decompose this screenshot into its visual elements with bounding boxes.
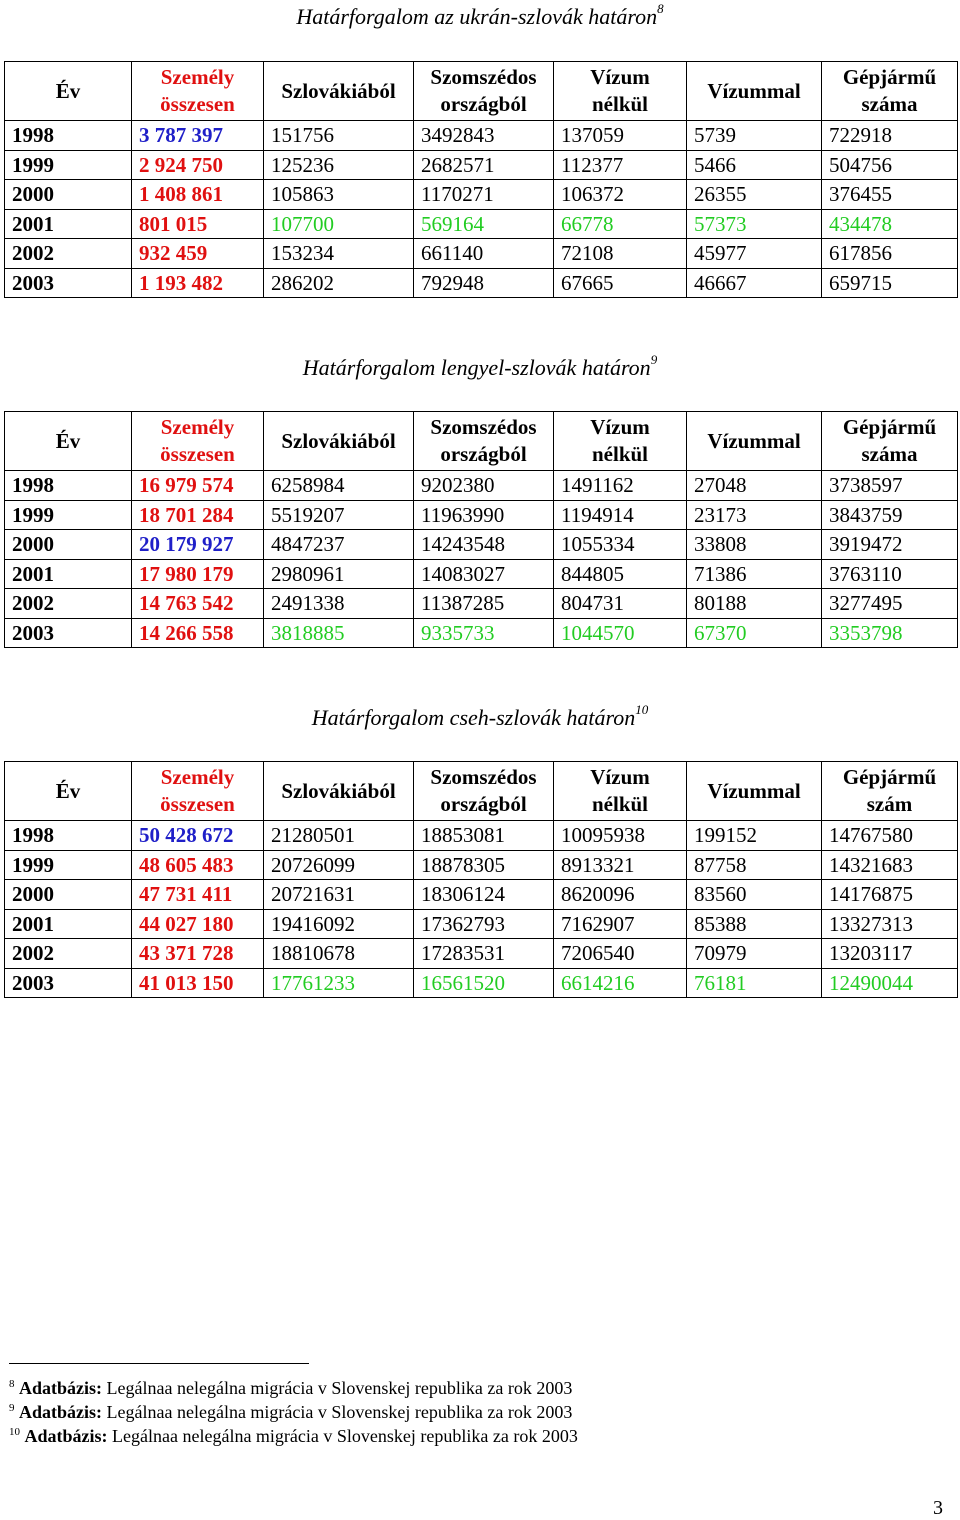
cell-with-visa: 5739 — [687, 121, 822, 151]
cell-from-neighbour: 14083027 — [414, 559, 554, 589]
cell-from-slovakia: 20726099 — [264, 850, 414, 880]
cell-without-visa: 1491162 — [554, 471, 687, 501]
cell-from-neighbour: 14243548 — [414, 530, 554, 560]
cell-from-slovakia: 21280501 — [264, 821, 414, 851]
cell-without-visa: 72108 — [554, 239, 687, 269]
cell-total-persons: 14 266 558 — [132, 618, 264, 648]
footnote-8: $^8$ Adatbázis: Legálnaa nelegálna migrácia v Slovenskej republika za rok 2003 — [9, 1378, 573, 1398]
cell-year: 1998 — [5, 121, 132, 151]
table-row — [5, 589, 958, 619]
cell-vehicles: 3919472 — [822, 530, 958, 560]
cell-vehicles: 3843759 — [822, 500, 958, 530]
cell-from-slovakia: 18810678 — [264, 939, 414, 969]
table-row — [5, 500, 958, 530]
cell-from-slovakia: 153234 — [264, 239, 414, 269]
cell-without-visa: 10095938 — [554, 821, 687, 851]
cell-from-slovakia: 19416092 — [264, 909, 414, 939]
table-row — [5, 239, 958, 269]
table-title-czech-slovak: Határforgalom cseh-szlovák határon$^{10}$ — [311, 702, 649, 730]
header-row — [5, 62, 958, 121]
cell-vehicles: 3763110 — [822, 559, 958, 589]
table-polish-slovak — [4, 411, 958, 648]
cell-year: 1998 — [5, 821, 132, 851]
cell-vehicles: 617856 — [822, 239, 958, 269]
cell-from-slovakia: 4847237 — [264, 530, 414, 560]
cell-with-visa: 33808 — [687, 530, 822, 560]
header-from-neighbour: Szomszédos országból — [414, 762, 554, 821]
cell-with-visa: 26355 — [687, 180, 822, 210]
cell-year: 1999 — [5, 850, 132, 880]
cell-year: 2003 — [5, 968, 132, 998]
cell-year: 2000 — [5, 880, 132, 910]
footnote-9: $^9$ Adatbázis: Legálnaa nelegálna migrácia v Slovenskej republika za rok 2003 — [9, 1402, 573, 1422]
header-vehicles: Gépjármű száma — [822, 412, 958, 471]
footnote-ref: 9 — [650, 352, 658, 367]
cell-vehicles: 504756 — [822, 150, 958, 180]
cell-year: 2003 — [5, 268, 132, 298]
table-ukrainian-slovak — [4, 61, 958, 298]
cell-with-visa: 45977 — [687, 239, 822, 269]
cell-total-persons: 2 924 750 — [132, 150, 264, 180]
cell-from-neighbour: 18878305 — [414, 850, 554, 880]
cell-without-visa: 106372 — [554, 180, 687, 210]
cell-with-visa: 87758 — [687, 850, 822, 880]
header-from-slovakia: Szlovákiából — [264, 412, 414, 471]
header-without-visa: Vízum nélkül — [554, 412, 687, 471]
cell-with-visa: 76181 — [687, 968, 822, 998]
cell-from-neighbour: 17283531 — [414, 939, 554, 969]
cell-vehicles: 14321683 — [822, 850, 958, 880]
table-row — [5, 968, 958, 998]
cell-from-slovakia: 107700 — [264, 209, 414, 239]
cell-total-persons: 43 371 728 — [132, 939, 264, 969]
cell-with-visa: 27048 — [687, 471, 822, 501]
table-row — [5, 559, 958, 589]
cell-from-neighbour: 9335733 — [414, 618, 554, 648]
table-row — [5, 880, 958, 910]
header-vehicles: Gépjármű száma — [822, 62, 958, 121]
cell-year: 2002 — [5, 239, 132, 269]
cell-total-persons: 17 980 179 — [132, 559, 264, 589]
header-from-neighbour: Szomszédos országból — [414, 412, 554, 471]
cell-from-neighbour: 17362793 — [414, 909, 554, 939]
header-from-slovakia: Szlovákiából — [264, 762, 414, 821]
page-number: 3 — [933, 1497, 943, 1519]
header-with-visa: Vízummal — [687, 412, 822, 471]
cell-year: 2002 — [5, 589, 132, 619]
header-without-visa: Vízum nélkül — [554, 762, 687, 821]
cell-total-persons: 50 428 672 — [132, 821, 264, 851]
cell-from-slovakia: 20721631 — [264, 880, 414, 910]
table-row — [5, 471, 958, 501]
cell-vehicles: 12490044 — [822, 968, 958, 998]
header-total-persons: Személy összesen — [132, 412, 264, 471]
header-year: Év — [5, 412, 132, 471]
footnote-separator — [9, 1363, 309, 1364]
cell-total-persons: 801 015 — [132, 209, 264, 239]
table-row — [5, 821, 958, 851]
cell-without-visa: 1055334 — [554, 530, 687, 560]
cell-vehicles: 14767580 — [822, 821, 958, 851]
cell-vehicles: 13327313 — [822, 909, 958, 939]
cell-vehicles: 3277495 — [822, 589, 958, 619]
cell-from-neighbour: 1170271 — [414, 180, 554, 210]
cell-with-visa: 85388 — [687, 909, 822, 939]
cell-vehicles: 659715 — [822, 268, 958, 298]
cell-year: 2001 — [5, 209, 132, 239]
cell-without-visa: 1194914 — [554, 500, 687, 530]
cell-from-slovakia: 17761233 — [264, 968, 414, 998]
header-year: Év — [5, 762, 132, 821]
cell-year: 2001 — [5, 909, 132, 939]
cell-year: 2000 — [5, 180, 132, 210]
cell-vehicles: 3353798 — [822, 618, 958, 648]
cell-from-neighbour: 11963990 — [414, 500, 554, 530]
cell-from-neighbour: 9202380 — [414, 471, 554, 501]
cell-from-neighbour: 18853081 — [414, 821, 554, 851]
cell-total-persons: 14 763 542 — [132, 589, 264, 619]
header-from-slovakia: Szlovákiából — [264, 62, 414, 121]
footnote-ref: 8 — [657, 1, 664, 16]
cell-from-slovakia: 6258984 — [264, 471, 414, 501]
cell-vehicles: 376455 — [822, 180, 958, 210]
footnote-ref: 10 — [635, 702, 649, 717]
cell-year: 2003 — [5, 618, 132, 648]
cell-without-visa: 8620096 — [554, 880, 687, 910]
cell-from-slovakia: 125236 — [264, 150, 414, 180]
cell-vehicles: 722918 — [822, 121, 958, 151]
header-total-persons: Személy összesen — [132, 762, 264, 821]
footnotes — [9, 1376, 578, 1448]
cell-total-persons: 3 787 397 — [132, 121, 264, 151]
cell-total-persons: 20 179 927 — [132, 530, 264, 560]
header-total-persons: Személy összesen — [132, 62, 264, 121]
header-with-visa: Vízummal — [687, 62, 822, 121]
header-from-neighbour: Szomszédos országból — [414, 62, 554, 121]
cell-from-slovakia: 3818885 — [264, 618, 414, 648]
table-title-polish-slovak: Határforgalom lengyel-szlovák határon$^9$ — [302, 352, 658, 380]
cell-with-visa: 67370 — [687, 618, 822, 648]
header-vehicles: Gépjármű szám — [822, 762, 958, 821]
cell-without-visa: 6614216 — [554, 968, 687, 998]
cell-vehicles: 3738597 — [822, 471, 958, 501]
cell-with-visa: 5466 — [687, 150, 822, 180]
cell-total-persons: 41 013 150 — [132, 968, 264, 998]
table-row — [5, 150, 958, 180]
cell-with-visa: 46667 — [687, 268, 822, 298]
cell-from-slovakia: 286202 — [264, 268, 414, 298]
table-row — [5, 939, 958, 969]
cell-from-slovakia: 105863 — [264, 180, 414, 210]
table-row — [5, 268, 958, 298]
cell-year: 2000 — [5, 530, 132, 560]
cell-with-visa: 71386 — [687, 559, 822, 589]
table-row — [5, 209, 958, 239]
cell-with-visa: 80188 — [687, 589, 822, 619]
cell-without-visa: 7206540 — [554, 939, 687, 969]
cell-without-visa: 67665 — [554, 268, 687, 298]
header-with-visa: Vízummal — [687, 762, 822, 821]
cell-year: 2001 — [5, 559, 132, 589]
cell-from-slovakia: 5519207 — [264, 500, 414, 530]
cell-from-slovakia: 2491338 — [264, 589, 414, 619]
cell-from-neighbour: 792948 — [414, 268, 554, 298]
cell-without-visa: 804731 — [554, 589, 687, 619]
cell-year: 1998 — [5, 471, 132, 501]
cell-from-slovakia: 2980961 — [264, 559, 414, 589]
table-title-ukrainian-slovak: Határforgalom az ukrán-szlovák határon$^8$ — [296, 1, 664, 29]
table-row — [5, 121, 958, 151]
cell-without-visa: 66778 — [554, 209, 687, 239]
cell-year: 1999 — [5, 150, 132, 180]
cell-from-neighbour: 661140 — [414, 239, 554, 269]
cell-total-persons: 18 701 284 — [132, 500, 264, 530]
cell-with-visa: 70979 — [687, 939, 822, 969]
cell-year: 2002 — [5, 939, 132, 969]
header-row — [5, 412, 958, 471]
cell-with-visa: 199152 — [687, 821, 822, 851]
table-row — [5, 180, 958, 210]
cell-from-neighbour: 3492843 — [414, 121, 554, 151]
cell-vehicles: 434478 — [822, 209, 958, 239]
table-row — [5, 909, 958, 939]
footnote-10: $^{10}$ Adatbázis: Legálnaa nelegálna migrácia v Slovenskej republika za rok 2003 — [9, 1426, 578, 1446]
cell-vehicles: 14176875 — [822, 880, 958, 910]
cell-without-visa: 8913321 — [554, 850, 687, 880]
table-czech-slovak — [4, 761, 958, 998]
cell-with-visa: 23173 — [687, 500, 822, 530]
cell-total-persons: 48 605 483 — [132, 850, 264, 880]
header-year: Év — [5, 62, 132, 121]
header-row — [5, 762, 958, 821]
cell-from-slovakia: 151756 — [264, 121, 414, 151]
cell-with-visa: 83560 — [687, 880, 822, 910]
cell-total-persons: 44 027 180 — [132, 909, 264, 939]
cell-from-neighbour: 2682571 — [414, 150, 554, 180]
cell-without-visa: 7162907 — [554, 909, 687, 939]
cell-total-persons: 1 408 861 — [132, 180, 264, 210]
table-row — [5, 850, 958, 880]
cell-vehicles: 13203117 — [822, 939, 958, 969]
cell-total-persons: 932 459 — [132, 239, 264, 269]
cell-year: 1999 — [5, 500, 132, 530]
cell-from-neighbour: 16561520 — [414, 968, 554, 998]
cell-from-neighbour: 18306124 — [414, 880, 554, 910]
cell-without-visa: 137059 — [554, 121, 687, 151]
table-row — [5, 618, 958, 648]
cell-without-visa: 112377 — [554, 150, 687, 180]
cell-total-persons: 47 731 411 — [132, 880, 264, 910]
cell-total-persons: 16 979 574 — [132, 471, 264, 501]
cell-with-visa: 57373 — [687, 209, 822, 239]
cell-total-persons: 1 193 482 — [132, 268, 264, 298]
cell-from-neighbour: 569164 — [414, 209, 554, 239]
table-row — [5, 530, 958, 560]
cell-without-visa: 844805 — [554, 559, 687, 589]
cell-without-visa: 1044570 — [554, 618, 687, 648]
header-without-visa: Vízum nélkül — [554, 62, 687, 121]
cell-from-neighbour: 11387285 — [414, 589, 554, 619]
